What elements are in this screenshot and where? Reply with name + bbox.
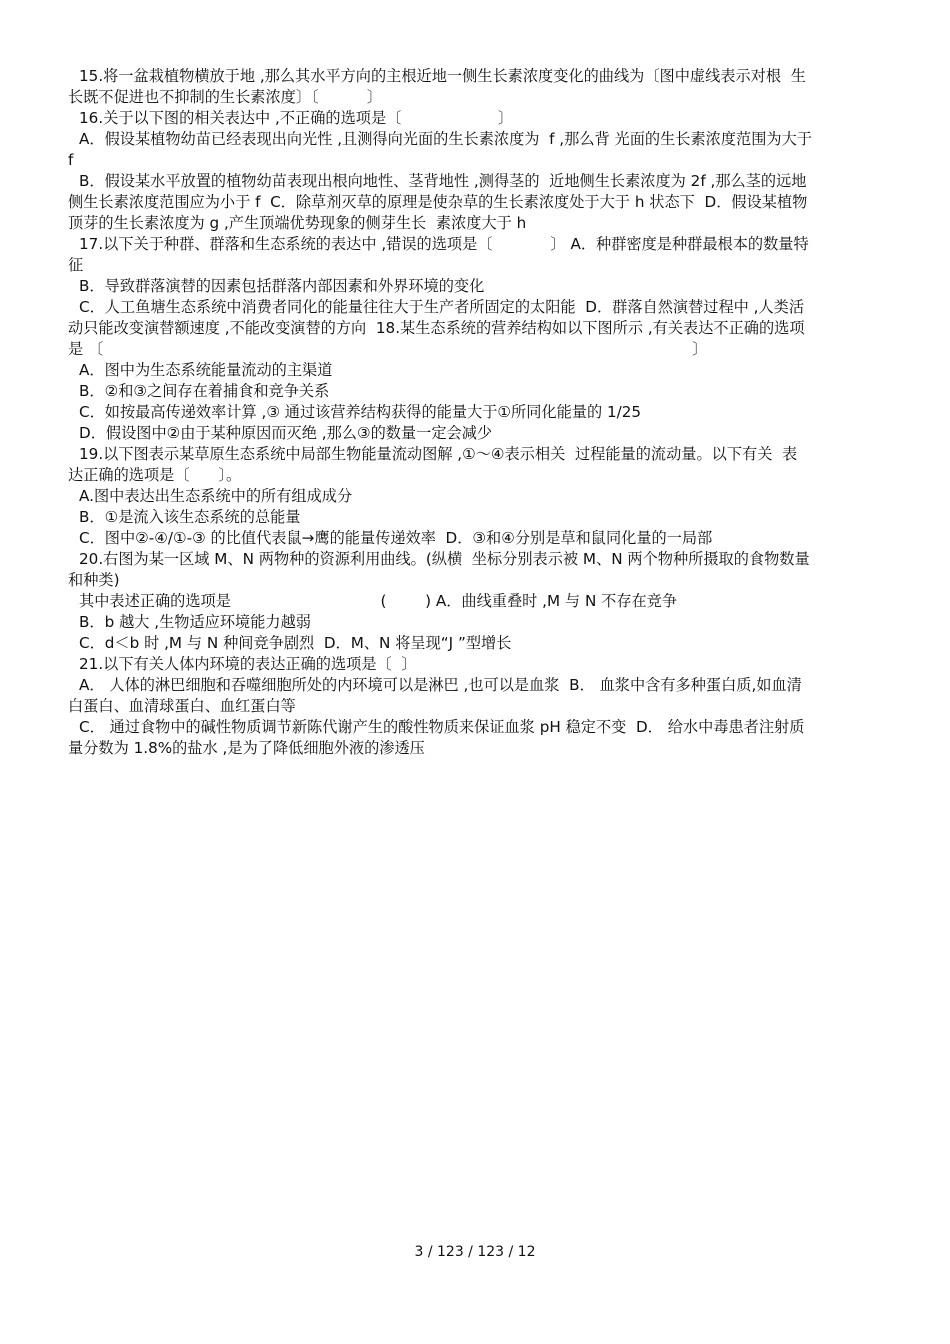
text-line: 侧生长素浓度范围应为小于 f C．除草剂灭草的原理是使杂草的生长素浓度处于大于 h 状态下 D．假设某植物: [68, 193, 808, 211]
text-line: C．图中②-④/①-③ 的比值代表鼠→鹰的能量传递效率 D．③和④分别是草和鼠同化量的一局部: [79, 529, 713, 547]
document-body: [68, 66, 880, 759]
text-line: A． 人体的淋巴细胞和吞噬细胞所处的内环境可以是淋巴 ,也可以是血浆 B． 血浆中含有多种蛋白质,如血清: [79, 676, 802, 694]
text-line: 动只能改变演替额速度 ,不能改变演替的方向 18.某生态系统的营养结构如以下图所示 ,有关表达不正确的选项: [68, 319, 805, 337]
text-line: B．导致群落演替的因素包括群落内部因素和外界环境的变化: [79, 277, 485, 295]
text-line: B．②和③之间存在着捕食和竞争关系: [79, 382, 330, 400]
text-line: D．假设图中②由于某种原因而灭绝 ,那么③的数量一定会减少: [79, 424, 493, 442]
text-line: B．①是流入该生态系统的总能量: [79, 508, 301, 526]
text-line: 其中表述正确的选项是 ( ) A．曲线重叠时 ,M 与 N 不存在竞争: [79, 592, 678, 610]
text-line: C． 通过食物中的碱性物质调节新陈代谢产生的酸性物质来保证血浆 pH 稳定不变 D． 给水中毒患者注射质: [79, 718, 805, 736]
text-line: 和种类): [68, 571, 120, 589]
text-line: 19.以下图表示某草原生态系统中局部生物能量流动图解 ,①～④表示相关 过程能量的流动量。以下有关 表: [79, 445, 798, 463]
text-line: 20.右图为某一区域 M、N 两物种的资源利用曲线。(纵横 坐标分别表示被 M、N 两个物种所摄取的食物数量: [79, 550, 810, 568]
text-line: 达正确的选项是〔 〕。: [68, 466, 242, 484]
text-line: 16.关于以下图的相关表达中 ,不正确的选项是〔 〕: [79, 109, 514, 127]
text-line: C．d＜b 时 ,M 与 N 种间竞争剧烈 D．M、N 将呈现“J ”型增长: [79, 634, 512, 652]
text-line: B．假设某水平放置的植物幼苗表现出根向地性、茎背地性 ,测得茎的 近地侧生长素浓度为 2f ,那么茎的远地: [79, 172, 807, 190]
text-line: 是 〔 〕: [68, 340, 708, 358]
text-line: 白蛋白、血清球蛋白、血红蛋白等: [68, 697, 296, 715]
text-line: B．b 越大 ,生物适应环境能力越弱: [79, 613, 311, 631]
text-line: A．假设某植物幼苗已经表现出向光性 ,且测得向光面的生长素浓度为 f ,那么背 光面的生长素浓度范围为大于: [79, 130, 812, 148]
text-line: C．人工鱼塘生态系统中消费者同化的能量往往大于生产者所固定的太阳能 D．群落自然演替过程中 ,人类活: [79, 298, 805, 316]
text-line: 顶芽的生长素浓度为 g ,产生顶端优势现象的侧芽生长 素浓度大于 h: [68, 214, 527, 232]
text-line: 15.将一盆栽植物横放于地 ,那么其水平方向的主根近地一侧生长素浓度变化的曲线为〔图中虚线表示对根 生: [79, 67, 806, 85]
page-footer: 3 / 123 / 123 / 12: [414, 1244, 536, 1260]
text-line: f: [68, 151, 74, 169]
text-line: 量分数为 1.8%的盐水 ,是为了降低细胞外液的渗透压: [68, 739, 425, 757]
text-line: 21.以下有关人体内环境的表达正确的选项是〔 〕: [79, 655, 417, 673]
text-line: A.图中表达出生态系统中的所有组成成分: [79, 487, 353, 505]
text-line: 17.以下关于种群、群落和生态系统的表达中 ,错误的选项是〔 〕 A．种群密度是种群最根本的数量特: [79, 235, 809, 253]
text-line: C．如按最高传递效率计算 ,③ 通过该营养结构获得的能量大于①所同化能量的 1/25: [79, 403, 642, 421]
text-line: A．图中为生态系统能量流动的主渠道: [79, 361, 333, 379]
text-line: 征: [68, 256, 84, 274]
text-line: 长既不促进也不抑制的生长素浓度〕〔 〕: [68, 88, 383, 106]
